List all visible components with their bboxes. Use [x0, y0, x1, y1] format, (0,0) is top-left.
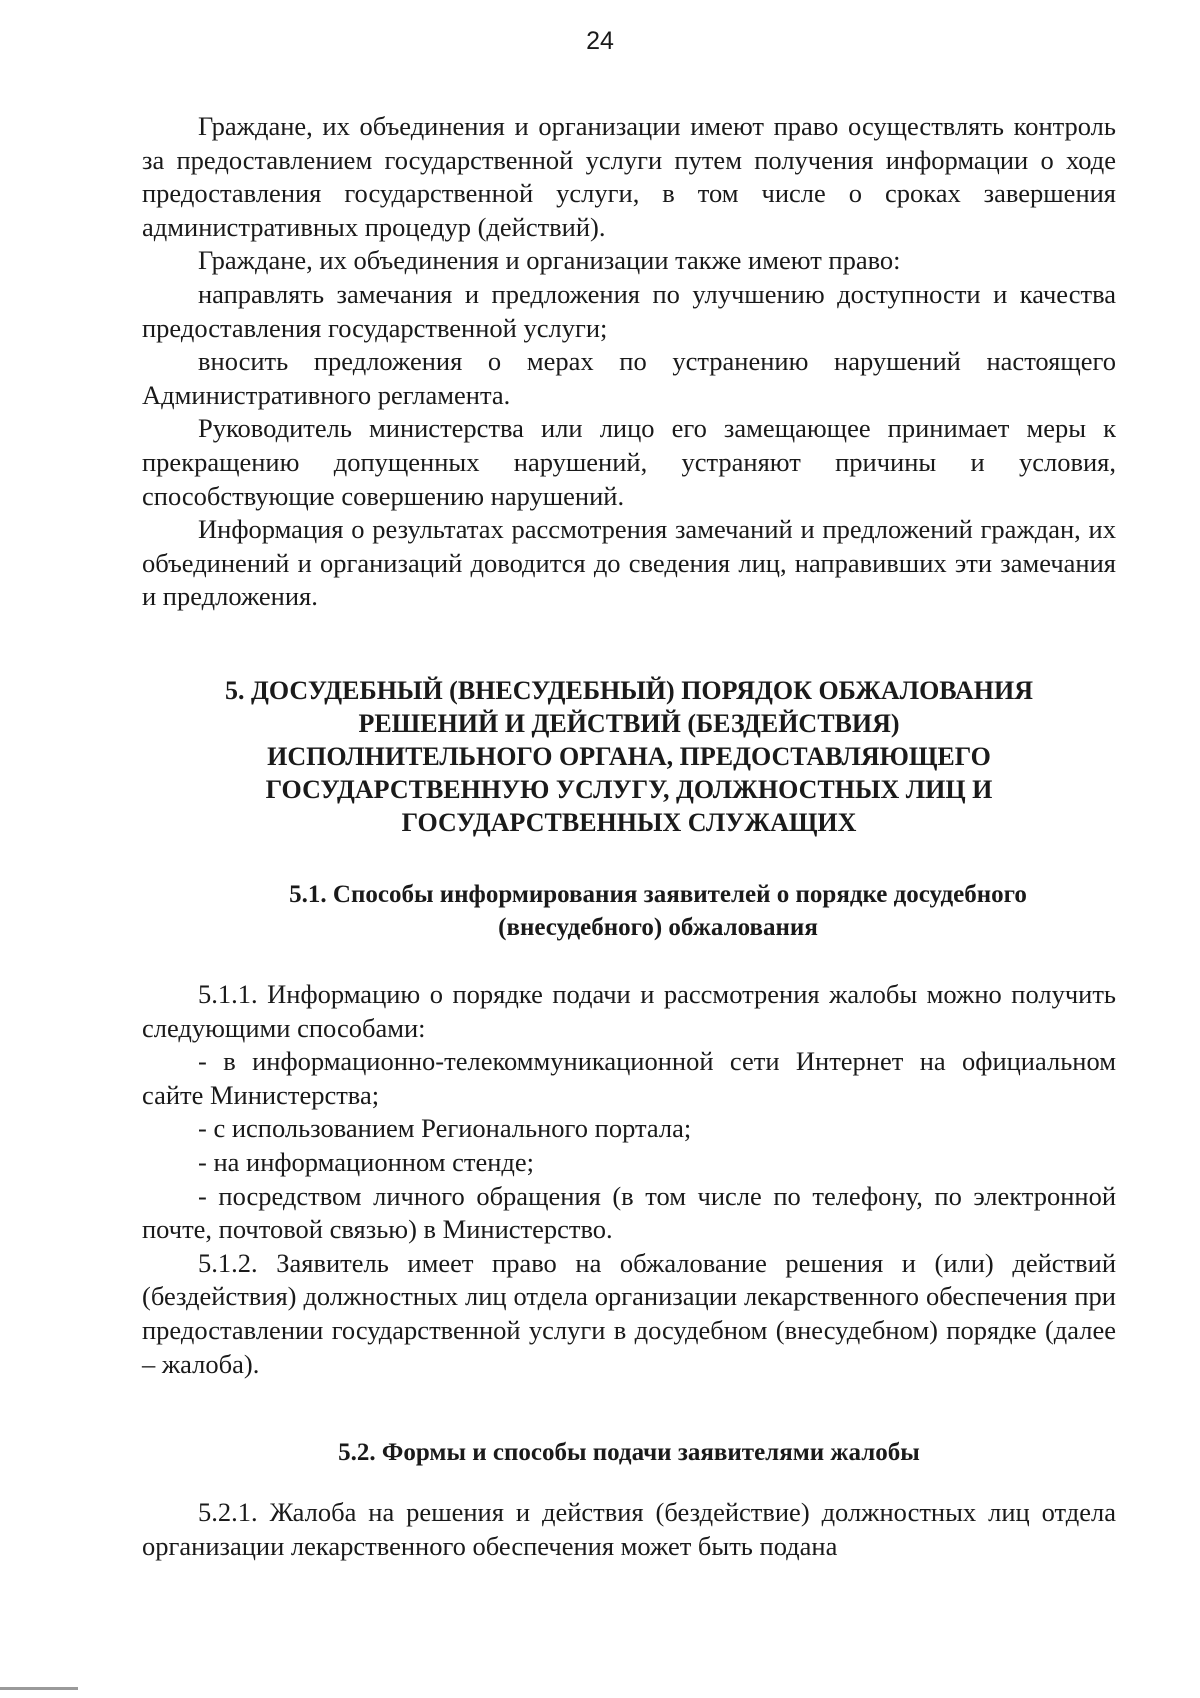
control-rights-section — [142, 110, 1116, 614]
heading-line: РЕШЕНИЙ И ДЕЙСТВИЙ (БЕЗДЕЙСТВИЯ) — [358, 709, 900, 738]
subsection-5-1-body — [142, 978, 1116, 1381]
paragraph: Граждане, их объединения и организации также имеют право: — [198, 245, 901, 276]
paragraph: 5.2.1. Жалоба на решения и действия (бездействие) должностных лиц отдела организации лекарственного обеспечения может быть подана — [142, 1497, 1116, 1561]
paragraph: Граждане, их объединения и организации имеют право осуществлять контроль за предоставлением государственной услуги путем получения информации о ходе предоставления государственной услуги, в том числе о сроках завершения административных процедур (действий). — [142, 111, 1116, 242]
heading-line: ГОСУДАРСТВЕННУЮ УСЛУГУ, ДОЛЖНОСТНЫХ ЛИЦ И — [265, 775, 993, 804]
paragraph: 5.1.2. Заявитель имеет право на обжалование решения и (или) действий (бездействия) должностных лиц отдела организации лекарственного обеспечения при предоставлении государственной услуги в досудебном (внесудебном) порядке (далее – жалоба). — [142, 1247, 1116, 1379]
subsection-5-1-heading — [200, 878, 1116, 944]
heading-line: ГОСУДАРСТВЕННЫХ СЛУЖАЩИХ — [401, 808, 857, 837]
list-item: - в информационно-телекоммуникационной сети Интернет на официальном сайте Министерства; — [142, 1046, 1116, 1110]
page-number: 24 — [586, 27, 614, 55]
subsection-5-2-body — [142, 1496, 1116, 1563]
paragraph: направлять замечания и предложения по улучшению доступности и качества предоставления государственной услуги; — [142, 278, 1116, 343]
paragraph: 5.1.1. Информацию о порядке подачи и рассмотрения жалобы можно получить следующими способами: — [142, 979, 1116, 1043]
scan-edge-mark — [0, 1687, 78, 1690]
heading-line: 5.1. Способы информирования заявителей о порядке досудебного — [289, 881, 1027, 908]
list-item: - с использованием Регионального портала; — [198, 1113, 692, 1144]
heading-line: 5. ДОСУДЕБНЫЙ (ВНЕСУДЕБНЫЙ) ПОРЯДОК ОБЖАЛОВАНИЯ — [224, 676, 1034, 705]
list-item: - на информационном стенде; — [198, 1146, 535, 1177]
heading-line: (внесудебного) обжалования — [498, 914, 818, 941]
paragraph: Информация о результатах рассмотрения замечаний и предложений граждан, их объединений и организаций доводится до сведения лиц, направивших эти замечания и предложения. — [142, 514, 1116, 612]
subsection-5-2-heading: 5.2. Формы и способы подачи заявителями жалобы — [338, 1439, 920, 1466]
section-5-heading — [142, 674, 1116, 839]
paragraph: Руководитель министерства или лицо его замещающее принимает меры к прекращению допущенных нарушений, устраняют причины и условия, способствующие совершению нарушений. — [142, 413, 1116, 511]
heading-line: ИСПОЛНИТЕЛЬНОГО ОРГАНА, ПРЕДОСТАВЛЯЮЩЕГО — [267, 742, 991, 771]
list-item: - посредством личного обращения (в том числе по телефону, по электронной почте, почтовой связью) в Министерство. — [142, 1180, 1116, 1245]
paragraph: вносить предложения о мерах по устранению нарушений настоящего Административного регламента. — [142, 346, 1116, 410]
